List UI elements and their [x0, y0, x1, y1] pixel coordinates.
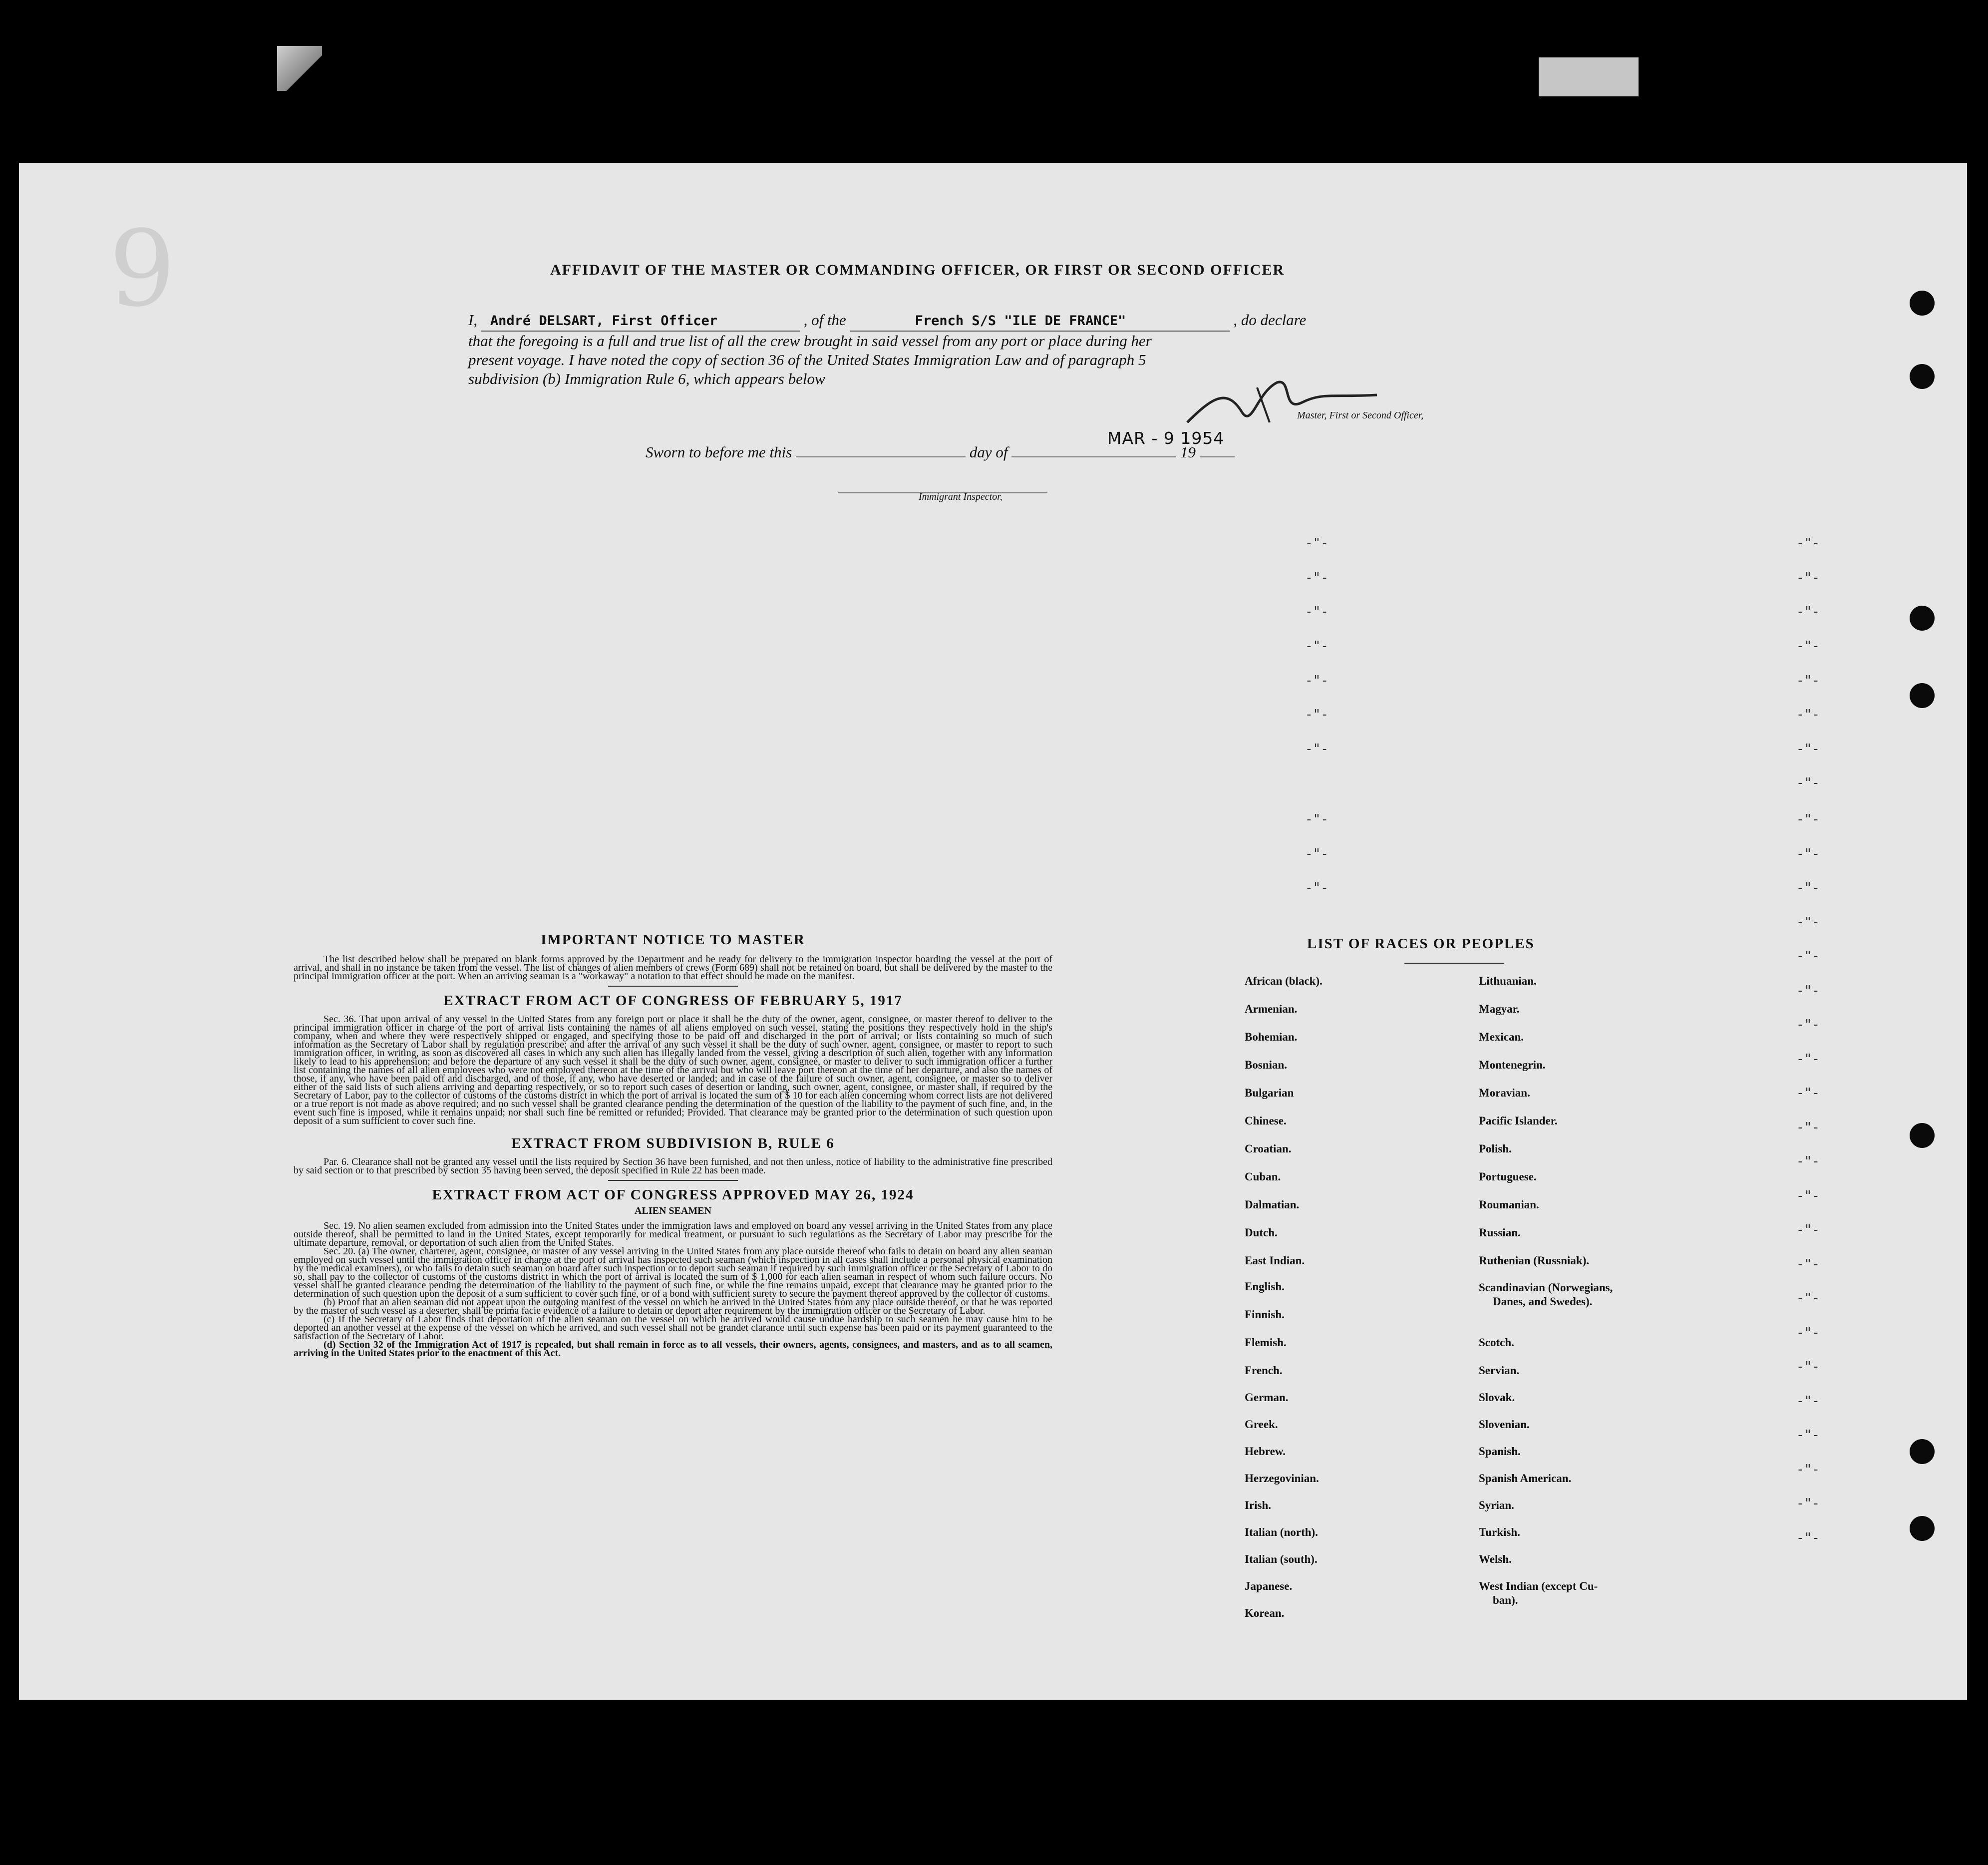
- ditto-mark: -"-: [1305, 707, 1328, 722]
- extract1-body: Sec. 36. That upon arrival of any vessel in the United States from any foreign port or place it shall be the duty of the owner, agent, consignee, or master thereof to deliver to the principal immigration officer in charge of the port of arrival lists containing the names of all aliens employed on such vessel, stating the positions they respectively hold in the ship's company, when and where they were respectively shipped or engaged, and specifying those to be paid off and discharged in the port of arrival; or lists containing so much of such information as the Secretary of Labor shall by regulation prescribe; and after the arrival of any such vessel it shall be the duty of such owner, agent, consignee, or master to report to such immigration officer, in writing, as soon as discovered all cases in which any such alien has illegally landed from the vessel, giving a description of such alien, together with any information likely to lead to his apprehension; and before the departure of any such vessel it shall be the duty of such owner, agent, consignee, or master to deliver to such immigration officer a further list containing the names of all alien employees who were not employed thereon at the time of the arrival but who will leave port thereon at the time of her departure, and also the names of those, if any, who have been paid off and discharged, and of those, if any, who have deserted or landed; and in case of the failure of such owner, agent, consignee, or master so to deliver either of the said lists of such aliens arriving and departing respectively, or so to report such cases of desertion or landing, such owner, agent, consignee, or master shall, if required by the Secretary of Labor, pay to the collector of customs of the customs district in which the port of arrival is located the sum of $ 10 for each alien concerning whom correct lists are not delivered or a true report is not made as above required; and no such vessel shall be granted clearance pending the determination of the question of the liability to the payment of such fine, and, in the event such fine is imposed, while it remains unpaid; nor shall such fine be remitted or refunded; Provided. That clearance may be granted prior to the determination of such question upon deposit of a sum sufficient to cover such fine.: [294, 1014, 1052, 1126]
- race-item: Herzegovinian.: [1245, 1472, 1319, 1485]
- ditto-mark: -"-: [1796, 775, 1820, 790]
- ditto-mark: -"-: [1796, 1291, 1820, 1306]
- race-item: West Indian (except Cu-: [1479, 1580, 1598, 1592]
- film-tab-right: [1539, 57, 1639, 96]
- ditto-mark: -"-: [1796, 812, 1820, 827]
- ditto-mark: -"-: [1796, 1086, 1820, 1101]
- race-item: Bohemian.: [1245, 1031, 1298, 1043]
- notice-heading: IMPORTANT NOTICE TO MASTER: [541, 932, 805, 948]
- extract1-heading: EXTRACT FROM ACT OF CONGRESS OF FEBRUARY 5, 1917: [443, 993, 903, 1009]
- affidavit-line-2: that the foregoing is a full and true list of all the crew brought in said vessel from any port or place during her: [468, 332, 1152, 350]
- race-item: Bosnian.: [1245, 1059, 1288, 1071]
- notice-body: The list described below shall be prepared on blank forms approved by the Department and be ready for delivery to the immigration inspector boarding the vessel at the port of arrival, and shall in no instance be taken from the vessel. The list of changes of alien members of crews (Form 689) shall not be retained on board, but shall be delivered by the master to the principal immigration officer at the port. When an arriving seaman is a "workaway" a notation to that effect should be made on the manifest.: [294, 954, 1052, 982]
- ditto-mark: -"-: [1305, 639, 1328, 654]
- race-item: Moravian.: [1479, 1087, 1530, 1099]
- race-item: Slovak.: [1479, 1391, 1515, 1404]
- ditto-mark: -"-: [1305, 812, 1328, 827]
- race-item: Armenian.: [1245, 1003, 1298, 1015]
- inspector-caption: Immigrant Inspector,: [919, 491, 1002, 502]
- ditto-mark: -"-: [1796, 983, 1820, 998]
- race-item: Dutch.: [1245, 1226, 1278, 1239]
- race-item: Spanish.: [1479, 1445, 1521, 1458]
- punch-hole: [1910, 606, 1935, 631]
- race-item: Japanese.: [1245, 1580, 1293, 1592]
- ditto-mark: -"-: [1796, 1052, 1820, 1067]
- ditto-mark: -"-: [1796, 1394, 1820, 1409]
- extract3-body-2: Sec. 20. (a) The owner, charterer, agent, consignee, or master of any vessel arriving in the United States from any place outside thereof who fails to detain on board any alien seaman employed on such vessel until the immigration officer in charge at the port of arrival has inspected such seaman (which inspection in all cases shall include a personal physical examination by the medical examiners), or who fails to detain such seaman on board after such inspection or to deport such seaman if required by such immigration officer or the Secretary of Labor to do so, shall pay to the collector of customs of the customs district in which the port of arrival is located the sum of $ 1,000 for each alien seaman in respect of whom such failure occurs. No vessel shall be granted clearance pending the determination of the liability to the payment of such fine, or while the fine remains unpaid, except that clearance may be granted prior to the determination of such question upon the deposit of a sum sufficient to cover such fine, or of a bond with sufficient surety to secure the payment thereof approved by the collector of customs.: [294, 1246, 1052, 1299]
- ghost-page-number: 9: [109, 208, 176, 330]
- race-item: Chinese.: [1245, 1115, 1287, 1127]
- ditto-mark: -"-: [1305, 673, 1328, 688]
- ditto-mark: -"-: [1796, 604, 1820, 619]
- affidavit-line-4: subdivision (b) Immigration Rule 6, which appears below: [468, 370, 825, 387]
- ditto-mark: -"-: [1796, 880, 1820, 895]
- ditto-mark: -"-: [1796, 673, 1820, 688]
- extract3-body-3: (b) Proof that an alien seaman did not appear upon the outgoing manifest of the vessel on which he arrived in the United States from any place outside thereof, or that he was reported by the master of such vessel as a deserter, shall be prima facie evidence of a failure to detain or deport after requirement by the immigration officer or the Secretary of Labor.: [294, 1297, 1052, 1316]
- race-item: Cuban.: [1245, 1170, 1281, 1183]
- races-heading: LIST OF RACES OR PEOPLES: [1307, 936, 1535, 952]
- race-item: Roumanian.: [1479, 1198, 1539, 1211]
- ditto-mark: -"-: [1796, 570, 1820, 585]
- ditto-mark: -"-: [1796, 949, 1820, 964]
- extract3-subheading: ALIEN SEAMEN: [635, 1205, 711, 1216]
- race-item: Polish.: [1479, 1142, 1512, 1155]
- extract3-heading: EXTRACT FROM ACT OF CONGRESS APPROVED MAY 26, 1924: [432, 1187, 914, 1203]
- punch-hole: [1910, 1516, 1935, 1541]
- extract3-body-5: (d) Section 32 of the Immigration Act of 1917 is repealed, but shall remain in force as to all vessels, their owners, agents, consignees, and masters, and as to all seamen, arriving in the United States prior to the enactment of this Act.: [294, 1339, 1052, 1359]
- race-item: Hebrew.: [1245, 1445, 1286, 1458]
- ditto-mark: -"-: [1305, 846, 1328, 861]
- affidavit-of-the: , of the: [803, 311, 846, 329]
- race-item: Syrian.: [1479, 1499, 1514, 1511]
- ditto-mark: -"-: [1796, 1530, 1820, 1545]
- extract2-body: Par. 6. Clearance shall not be granted any vessel until the lists required by Section 36 have been furnished, and not then unless, notice of liability to the administrative fine prescribed by said section or to that prescribed by section 35 having been served, the deposit specified in Rule 22 has been made.: [294, 1156, 1052, 1176]
- race-item: Turkish.: [1479, 1526, 1520, 1538]
- ditto-mark: -"-: [1796, 742, 1820, 756]
- ditto-mark: -"-: [1305, 604, 1328, 619]
- sworn-prefix: Sworn to before me this: [646, 443, 792, 461]
- punch-hole: [1910, 1123, 1935, 1148]
- affidavit-title: AFFIDAVIT OF THE MASTER OR COMMANDING OFFICER, OR FIRST OR SECOND OFFICER: [550, 262, 1285, 278]
- affidavit-do-declare: , do declare: [1233, 311, 1307, 329]
- race-item: Lithuanian.: [1479, 975, 1537, 987]
- ditto-mark: -"-: [1796, 1257, 1820, 1272]
- ditto-mark: -"-: [1796, 1154, 1820, 1169]
- race-item: Pacific Islander.: [1479, 1115, 1558, 1127]
- race-item: Ruthenian (Russniak).: [1479, 1254, 1590, 1267]
- race-item: Italian (north).: [1245, 1526, 1318, 1538]
- race-item: Servian.: [1479, 1364, 1520, 1377]
- race-item: Flemish.: [1245, 1336, 1287, 1349]
- date-stamp: MAR - 9 1954: [1107, 428, 1225, 448]
- race-item: Slovenian.: [1479, 1418, 1530, 1431]
- race-item: ban).: [1493, 1594, 1518, 1606]
- ditto-mark: -"-: [1796, 915, 1820, 930]
- race-item: Spanish American.: [1479, 1472, 1572, 1485]
- ditto-mark: -"-: [1796, 846, 1820, 861]
- race-item: English.: [1245, 1280, 1285, 1293]
- ditto-mark: -"-: [1305, 536, 1328, 551]
- race-item: Italian (south).: [1245, 1553, 1318, 1565]
- day-of-label: day of: [969, 443, 1008, 461]
- race-item: Greek.: [1245, 1418, 1278, 1431]
- race-item: Irish.: [1245, 1499, 1272, 1511]
- ditto-mark: -"-: [1796, 536, 1820, 551]
- extract2-heading: EXTRACT FROM SUBDIVISION B, RULE 6: [511, 1135, 835, 1151]
- signature-caption: Master, First or Second Officer,: [1297, 410, 1424, 421]
- extract3-body-4: (c) If the Secretary of Labor finds that deportation of the alien seaman on the vessel on which he arrived would cause undue hardship to such seamen he may cause him to be deported an another vessel at the expense of the vessel on which he arrived, and such vessel shall not be grandet clarance until such expense has been paid or its payment guaranteed to the satisfaction of the Secretary of Labor.: [294, 1314, 1052, 1342]
- race-item: Russian.: [1479, 1226, 1521, 1239]
- ditto-mark: -"-: [1796, 1017, 1820, 1032]
- notice-section: [294, 932, 1052, 1358]
- race-item: Scotch.: [1479, 1336, 1514, 1349]
- ditto-mark: -"-: [1796, 639, 1820, 654]
- ditto-mark: -"-: [1796, 1325, 1820, 1340]
- officer-signature: [1182, 368, 1382, 432]
- ditto-mark: -"-: [1305, 880, 1328, 895]
- race-item: Bulgarian: [1245, 1087, 1294, 1099]
- race-item: Portuguese.: [1479, 1170, 1537, 1183]
- extract3-body-1: Sec. 19. No alien seamen excluded from admission into the United States under the immigration laws and employed on board any vessel arriving in the United States from any place outside thereof, shall be permitted to land in the United States, except temporarily for medical treatment, or pursuant to such regulations as the Secretary of Labor may prescribe for the ultimate departure, removal, or deportation of such alien from the United States.: [294, 1220, 1052, 1248]
- year-prefix: 19: [1180, 443, 1196, 461]
- ditto-mark: -"-: [1796, 707, 1820, 722]
- ditto-mark: -"-: [1305, 742, 1328, 756]
- film-tab-left: [277, 46, 322, 91]
- punch-hole: [1910, 1439, 1935, 1464]
- race-item: Dalmatian.: [1245, 1198, 1300, 1211]
- ditto-mark: -"-: [1796, 1462, 1820, 1477]
- affidavit-line-3: present voyage. I have noted the copy of section 36 of the United States Immigration Law and of paragraph 5: [468, 351, 1146, 369]
- ditto-mark: -"-: [1796, 1188, 1820, 1203]
- vessel-name: French S/S "ILE DE FRANCE": [850, 312, 1230, 332]
- race-item: German.: [1245, 1391, 1289, 1404]
- punch-hole: [1910, 364, 1935, 389]
- race-item: East Indian.: [1245, 1254, 1305, 1267]
- punch-hole: [1910, 291, 1935, 316]
- race-item: African (black).: [1245, 975, 1323, 987]
- race-item: Scandinavian (Norwegians,: [1479, 1281, 1613, 1294]
- declarant-name: André DELSART, First Officer: [481, 312, 800, 332]
- race-item: Montenegrin.: [1479, 1059, 1546, 1071]
- race-item: Welsh.: [1479, 1553, 1512, 1565]
- race-item: Croatian.: [1245, 1142, 1292, 1155]
- ditto-mark: -"-: [1305, 570, 1328, 585]
- ditto-mark: -"-: [1796, 1120, 1820, 1135]
- ditto-mark: -"-: [1796, 1359, 1820, 1374]
- ditto-mark: -"-: [1796, 1496, 1820, 1511]
- race-item: Finnish.: [1245, 1308, 1285, 1321]
- ditto-mark: -"-: [1796, 1428, 1820, 1443]
- punch-hole: [1910, 683, 1935, 708]
- race-item: Korean.: [1245, 1607, 1285, 1619]
- race-item: French.: [1245, 1364, 1283, 1377]
- race-item: Mexican.: [1479, 1031, 1524, 1043]
- race-item: Magyar.: [1479, 1003, 1520, 1015]
- race-item: Danes, and Swedes).: [1493, 1295, 1593, 1308]
- manifest-page: [19, 163, 1967, 1700]
- affidavit-i-label: I,: [468, 311, 478, 329]
- ditto-mark: -"-: [1796, 1222, 1820, 1237]
